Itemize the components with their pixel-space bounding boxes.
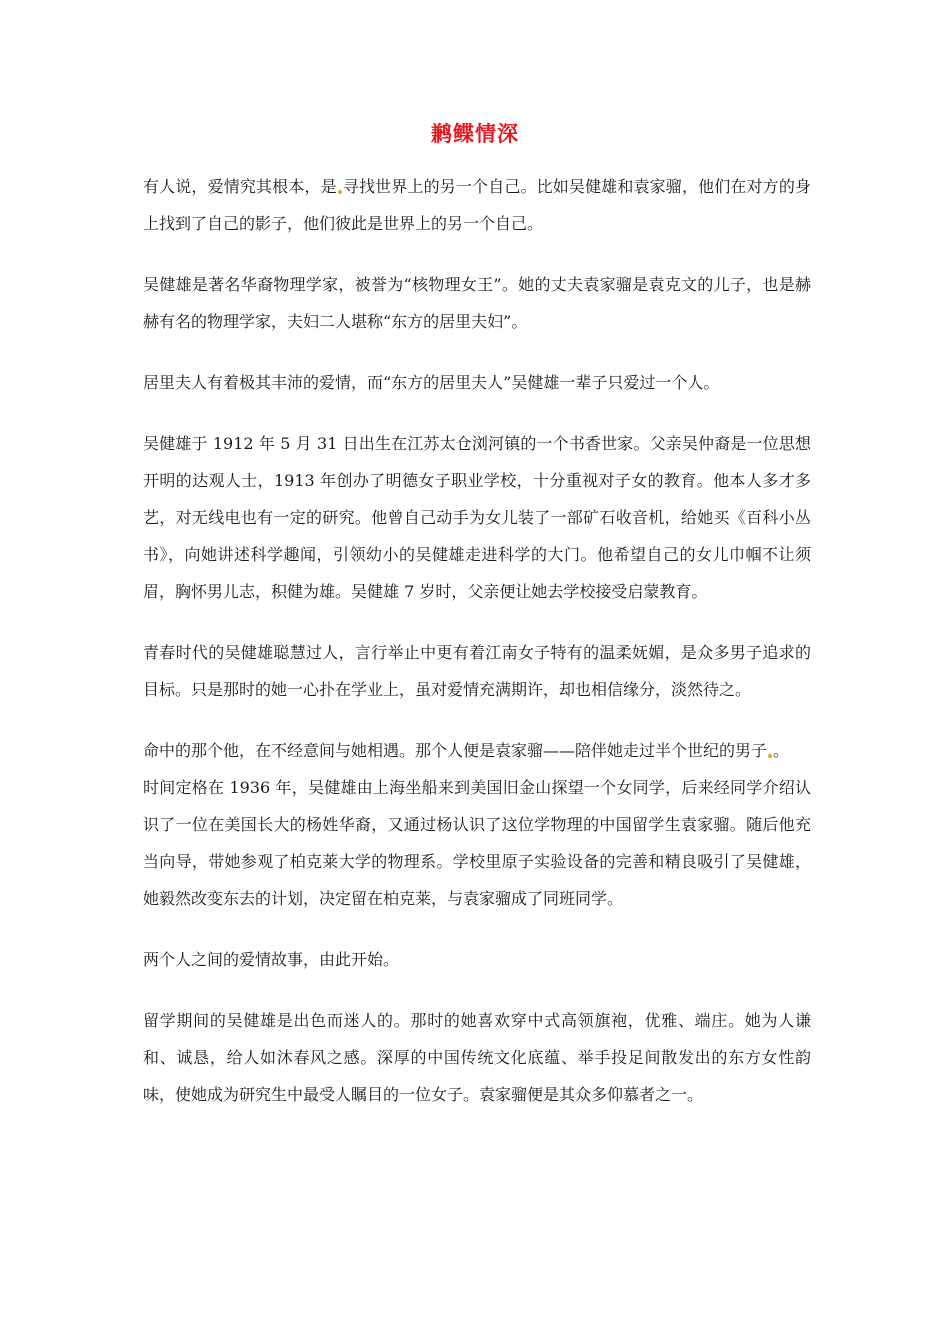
paragraph-text-start: 命中的那个他，在不经意间与她相遇。那个人便是袁家骝——陪伴她走过半个世纪的男子 <box>143 741 768 760</box>
paragraph-text-end: 。 <box>773 741 790 760</box>
paragraph: 留学期间的吴健雄是出色而迷人的。那时的她喜欢穿中式高领旗袍，优雅、端庄。她为人谦和、诚恳，给人如沐春风之感。深厚的中国传统文化底蕴、举手投足间散发出的东方女性韵味，使她成为研究生中最受人瞩目的一位女子。袁家骝便是其众多仰慕者之一。 <box>143 1011 811 1104</box>
document-title: 鹣鲽情深 <box>431 122 519 146</box>
paragraph: 青春时代的吴健雄聪慧过人，言行举止中更有着江南女子特有的温柔妩媚，是众多男子追求的目标。只是那时的她一心扑在学业上，虽对爱情充满期许，却也相信缘分，淡然待之。 <box>143 643 811 699</box>
paragraph: 时间定格在 1936 年，吴健雄由上海坐船来到美国旧金山探望一个女同学，后来经同学介绍认识了一位在美国长大的杨姓华裔，又通过杨认识了这位学物理的中国留学生袁家骝。随后他充当向导，带她参观了柏克莱大学的物理系。学校里原子实验设备的完善和精良吸引了吴健雄，她毅然改变东去的计划，决定留在柏克莱，与袁家骝成了同班同学。 <box>143 778 811 908</box>
paragraph: 两个人之间的爱情故事，由此开始。 <box>143 950 400 969</box>
paragraph-text-start: 有人说，爱情究其根本，是 <box>143 177 337 196</box>
paragraph: 吴健雄于 1912 年 5 月 31 日出生在江苏太仓浏河镇的一个书香世家。父亲吴仲裔是一位思想开明的达观人士，1913 年创办了明德女子职业学校，十分重视对子女的教育。他本人多才多艺，对无线电也有一定的研究。他曾自己动手为女儿装了一部矿石收音机，给她买《百科小丛书》，向她讲述科学趣闻，引领幼小的吴健雄走进科学的大门。他希望自己的女儿巾帼不让须眉，胸怀男儿志，积健为雄。吴健雄 7 岁时，父亲便让她去学校接受启蒙教育。 <box>143 434 811 601</box>
paragraph: 吴健雄是著名华裔物理学家，被誉为“核物理女王”。她的丈夫袁家骝是袁克文的儿子，也是赫赫有名的物理学家，夫妇二人堪称“东方的居里夫妇”。 <box>143 275 811 331</box>
paragraph <box>143 732 811 769</box>
paragraph: 居里夫人有着极其丰沛的爱情，而“东方的居里夫人”吴健雄一辈子只爱过一个人。 <box>143 373 720 392</box>
marker-dot-icon <box>338 190 342 194</box>
document-body <box>143 168 811 1137</box>
paragraph-text-end: 寻找世界上的另一个自己。比如吴健雄和袁家骝，他们在对方的身上找到了自己的影子，他们彼此是世界上的另一个自己。 <box>143 177 811 233</box>
paragraph <box>143 168 811 242</box>
marker-dot-icon <box>768 754 772 758</box>
